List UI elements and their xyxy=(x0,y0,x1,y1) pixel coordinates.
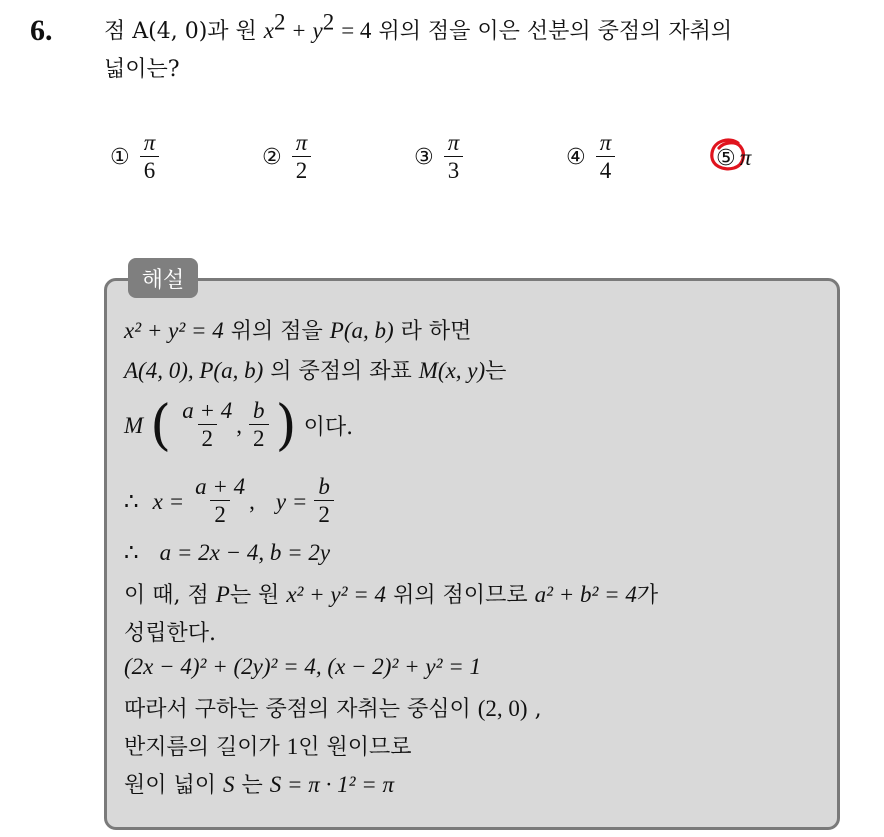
solution-line-4 xyxy=(124,474,334,529)
sol-l3-frac2-den: 2 xyxy=(249,424,269,453)
sol-l4-frac2 xyxy=(314,474,334,529)
choice-4-marker: ④ xyxy=(566,145,586,170)
question-number: 6. xyxy=(30,14,53,47)
sol-l10-text1: 반지름의 길이가 xyxy=(124,735,280,760)
choice-4-numerator: π xyxy=(599,130,612,155)
solution-line-2 xyxy=(124,354,506,385)
solution-line-10 xyxy=(124,730,412,761)
sol-l4-frac1-num: a + 4 xyxy=(195,474,246,499)
eq-y: y xyxy=(312,18,323,43)
solution-line-8 xyxy=(124,654,481,680)
sol-l6-text3: 위의 점이므로 xyxy=(393,583,528,608)
choice-3-denominator: 3 xyxy=(444,156,464,185)
sol-l3-frac2 xyxy=(249,398,269,453)
sol-l2-math: A(4, 0), P(a, b) xyxy=(124,358,264,383)
sol-l4-frac1-den: 2 xyxy=(210,500,230,529)
sol-l1-p: P(a, b) xyxy=(329,318,394,343)
solution-tag: 해설 xyxy=(128,258,198,298)
sol-l11-text1: 원이 넓이 xyxy=(124,773,217,798)
sol-l3-m: M xyxy=(124,412,144,438)
sol-l10-math: 1 xyxy=(286,734,299,759)
sol-l5-therefore: ∴ xyxy=(124,540,139,565)
solution-line-1 xyxy=(124,314,471,345)
sol-l9-end: , xyxy=(534,697,542,722)
choice-1-fraction xyxy=(140,130,160,185)
right-paren: ) xyxy=(275,393,297,457)
question-text xyxy=(104,9,874,89)
sol-l9-text: 따라서 구하는 중점의 자취는 중심이 xyxy=(124,697,471,722)
solution-line-11 xyxy=(124,768,394,799)
choice-2-numerator: π xyxy=(295,130,308,155)
choice-4-denominator: 4 xyxy=(596,156,616,185)
sol-l4-therefore: ∴ xyxy=(124,488,139,514)
eq-plus: + xyxy=(292,18,306,43)
solution-line-5 xyxy=(124,540,330,566)
sol-l10-text2: 인 원이므로 xyxy=(298,735,412,760)
sol-l3-comma: , xyxy=(236,412,243,438)
choice-3-marker: ③ xyxy=(414,145,434,170)
sol-l3-frac1-num: a + 4 xyxy=(182,398,233,423)
question-text-part1: 점 A(4, 0)과 원 xyxy=(104,19,257,44)
solution-line-6 xyxy=(124,578,658,609)
sol-l2-end: 는 xyxy=(485,359,507,384)
choice-1-marker: ① xyxy=(110,145,130,170)
choice-2-fraction xyxy=(292,130,312,185)
choice-1-numerator: π xyxy=(143,130,156,155)
question-text-part2: 위의 점을 이은 선분의 중점의 자취의 xyxy=(378,19,733,44)
sol-l2-m: M(x, y) xyxy=(418,358,486,383)
choice-4-fraction xyxy=(596,130,616,185)
sol-l1-math: x² + y² = 4 xyxy=(124,318,224,343)
choice-3-numerator: π xyxy=(447,130,460,155)
choice-4[interactable] xyxy=(566,130,615,185)
sol-l11-math: S = π · 1² = π xyxy=(269,772,395,797)
solution-line-9 xyxy=(124,692,542,723)
sol-l6-text4: 가 xyxy=(636,583,659,608)
sol-l6-p: P xyxy=(215,582,230,607)
eq-x-exp: 2 xyxy=(274,9,286,35)
eq-x: x xyxy=(263,18,274,43)
sol-l4-x: x = xyxy=(152,488,185,514)
sol-l6-text1: 이 때, 점 xyxy=(124,583,209,608)
sol-l3-frac1-den: 2 xyxy=(198,424,218,453)
sol-l4-frac2-num: b xyxy=(318,474,330,499)
choice-2-denominator: 2 xyxy=(292,156,312,185)
sol-l1-end: 라 하면 xyxy=(400,319,472,344)
solution-line-7: 성립한다. xyxy=(124,621,217,646)
sol-l3-frac2-num: b xyxy=(253,398,265,423)
choice-1-denominator: 6 xyxy=(140,156,160,185)
sol-l11-text2: 는 xyxy=(241,773,263,798)
choice-2[interactable] xyxy=(262,130,311,185)
question-text-line2: 넓이는? xyxy=(104,57,180,82)
choice-5-value: π xyxy=(739,145,752,170)
sol-l4-frac2-den: 2 xyxy=(314,500,334,529)
sol-l6-text2: 는 원 xyxy=(229,583,280,608)
sol-l3-end: 이다. xyxy=(303,415,354,440)
sol-l4-y: y = xyxy=(275,488,308,514)
sol-l4-frac1 xyxy=(191,474,249,529)
sol-l9-math: (2, 0) xyxy=(477,696,528,721)
eq-y-exp: 2 xyxy=(322,9,335,35)
sol-l5-math: a = 2x − 4, b = 2y xyxy=(159,540,331,565)
sol-l3-frac1 xyxy=(178,398,236,453)
sol-l2-text: 의 중점의 좌표 xyxy=(270,359,412,384)
choice-5-marker: ⑤ xyxy=(716,145,736,171)
left-paren: ( xyxy=(150,393,172,457)
choice-2-marker: ② xyxy=(262,145,282,170)
choice-3-fraction xyxy=(444,130,464,185)
choice-3[interactable] xyxy=(414,130,463,185)
choice-5[interactable] xyxy=(716,145,751,171)
sol-l11-s: S xyxy=(223,772,235,797)
sol-l6-math2: a² + b² = 4 xyxy=(534,582,637,607)
sol-l4-comma: , xyxy=(249,488,255,514)
choice-1[interactable] xyxy=(110,130,159,185)
eq-rhs: = 4 xyxy=(341,18,372,43)
sol-l1-text: 위의 점을 xyxy=(230,319,323,344)
sol-l8-math: (2x − 4)² + (2y)² = 4, (x − 2)² + y² = 1 xyxy=(124,654,481,679)
solution-line-3 xyxy=(124,393,354,457)
sol-l6-math1: x² + y² = 4 xyxy=(286,582,387,607)
answer-choices xyxy=(0,130,884,200)
